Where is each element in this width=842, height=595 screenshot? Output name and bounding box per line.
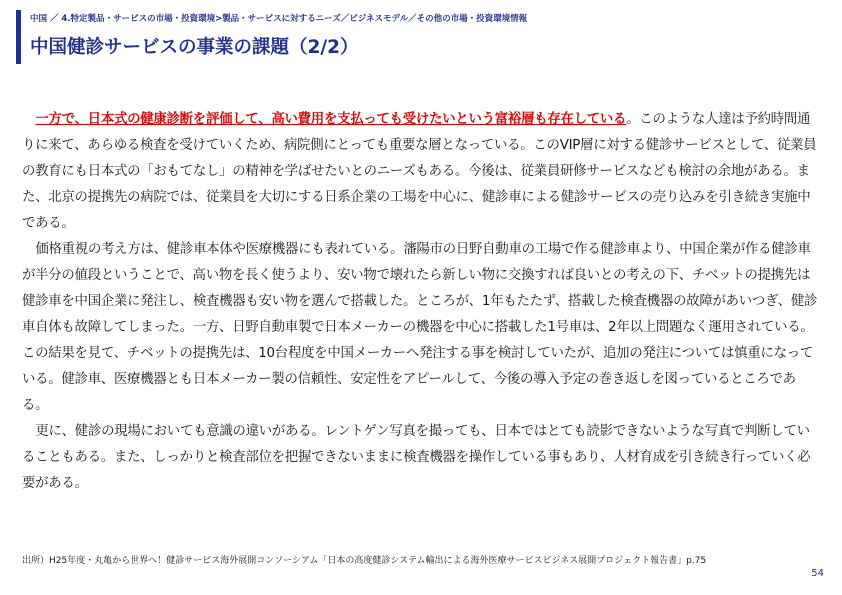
paragraph-2: 価格重視の考え方は、健診車本体や医療機器にも表れている。瀋陽市の日野自動車の工場で作る健診車より、中国企業が作る健診車が半分の値段ということで、高い物を長く使うより、安い物で壊れたら新しい物に交換すれば良いとの考えの下、チベットの提携先は健診車を中国企業に発注し、検査機器も安い物を選んで搭載した。ところが、1年もたたず、搭載した検査機器の故障があいつぎ、健診車自体も故障してしまった。一方、日野自動車製で日本メーカーの機器を中心に搭載した1号車は、2年以上問題なく運用されている。この結果を見て、チベットの提携先は、10台程度を中国メーカーへ発注する事を検討していたが、追加の発注については慎重になっている。健診車、医療機器とも日本メーカー製の信頼性、安定性をアピールして、今後の導入予定の巻き返しを図っているところである。 bbox=[22, 242, 818, 413]
breadcrumb: 中国 ／ 4.特定製品・サービスの市場・投資環境>製品・サービスに対するニーズ／ビジネスモデル／その他の市場・投資環境情報 bbox=[30, 14, 528, 24]
paragraph-3: 更に、健診の現場においても意識の違いがある。レントゲン写真を撮っても、日本ではとても読影できないような写真で判断していることもある。また、しっかりと検査部位を把握できないままに検査機器を操作している事もあり、人材育成を引き続き行っていく必要がある。 bbox=[22, 424, 811, 491]
source-citation: 出所）H25年度・丸亀から世界へ！健診サービス海外展開コンソーシアム「日本の高度健診システム輸出による海外医療サービスビジネス展開プロジェクト報告書」p.75 bbox=[22, 556, 707, 566]
paragraph-1 bbox=[22, 107, 822, 237]
page-title: 中国健診サービスの事業の課題（2/2） bbox=[30, 37, 359, 58]
page-number: 54 bbox=[811, 568, 824, 579]
title-accent-bar bbox=[16, 10, 21, 64]
highlighted-statement: 一方で、日本式の健康診断を評価して、高い費用を支払っても受けたいという富裕層も存在している bbox=[35, 112, 627, 127]
body-text bbox=[22, 107, 822, 497]
paragraph-1-text: 。このような人達は予約時間通りに来て、あらゆる検査を受けていくため、病院側にとっても重要な層となっている。このVIP層に対する健診サービスとして、従業員の教育にも日本式の「おもてなし」の精神を学ばせたいとのニーズもある。今後は、従業員研修サービスなども検討の余地がある。また、北京の提携先の病院では、従業員を大切にする日系企業の工場を中心に、健診車による健診サービスの売り込みを引き続き実施中である。 bbox=[22, 112, 817, 231]
